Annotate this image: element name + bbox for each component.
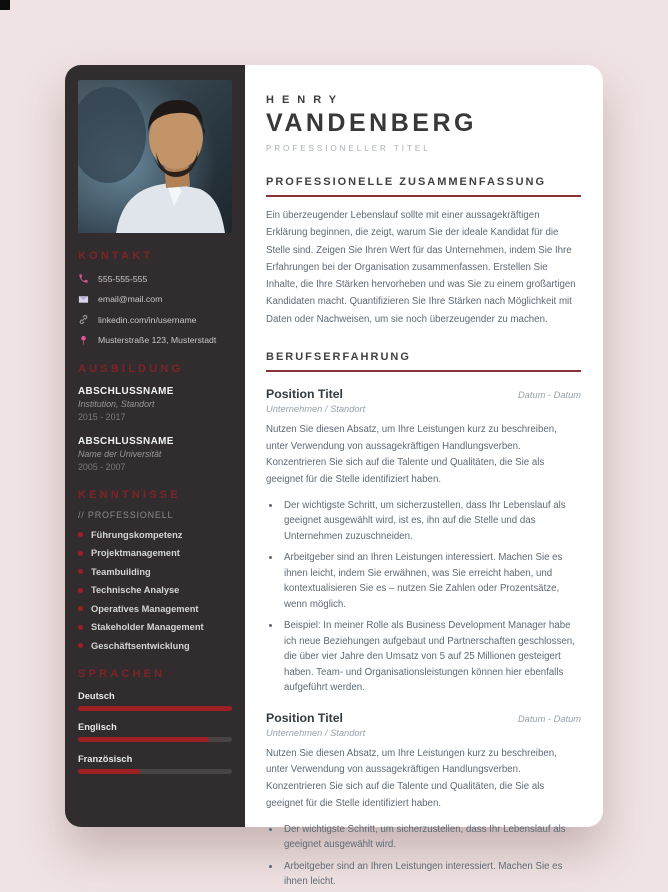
job-header <box>266 387 581 401</box>
language-label: Englisch <box>78 722 117 732</box>
email-icon <box>78 294 89 305</box>
job-bullet: • Beispiel: In meiner Rolle als Business Development Manager habe ich neue Beziehungen aufgebaut und Partnerschaften geschlossen, die über vier Jahre den Umsatz von 5 auf 25 Millionen gesteigert haben. Team- und Organisationsleistungen können hier ebenfalls aufgeführt werden. <box>281 618 581 696</box>
summary-text: Ein überzeugender Lebenslauf sollte mit einer aussagekräftigen Erklärung beginnen, die zeigt, warum Sie der ideale Kandidat für die Stelle sind. Zeigen Sie Ihren Wert für das Unternehmen, indem Sie Ihre Erfahrungen bei der Organisation zusammenfassen. Erstellen Sie Inhalte, die Ihre Stärken hervorheben und was Sie zu einem großartigen Kandidaten macht. Quantifizieren Sie Ihre Stärken nach Möglichkeit mit Daten oder Nachweisen, um sie noch überzeugender zu machen. <box>266 210 576 325</box>
education-heading: AUSBILDUNG <box>78 362 184 375</box>
language-level-track <box>78 737 232 742</box>
skills-heading: KENNTNISSE <box>78 488 181 501</box>
bullet-dot-icon <box>78 606 83 611</box>
language-level-fill <box>78 769 140 774</box>
last-name: VANDENBERG <box>266 109 477 137</box>
languages-heading: SPRACHEN <box>78 667 166 680</box>
skill-label: Projektmanagement <box>91 548 180 558</box>
summary-heading: PROFESSIONELLE ZUSAMMENFASSUNG <box>266 176 581 197</box>
resume-card <box>65 65 603 888</box>
language-item <box>78 722 232 742</box>
job-description: Nutzen Sie diesen Absatz, um Ihre Leistungen kurz zu beschreiben, unter Verwendung von aussagekräftigen Handlungsverben. Konzentrieren Sie sich auf die Talente und Qualitäten, die Sie als geeignet für die Stelle identifiziert haben. <box>266 423 557 485</box>
job-dates: Datum - Datum <box>517 389 581 400</box>
job-bullet: • Arbeitgeber sind an Ihren Leistungen interessiert. Machen Sie es ihnen leicht. <box>281 859 581 890</box>
job-company: Unternehmen / Standort <box>266 727 366 738</box>
job-entry <box>266 711 581 890</box>
skill-label: Technische Analyse <box>91 585 180 595</box>
job-title: Position Titel <box>266 386 343 401</box>
bullet-dot-icon <box>78 643 83 648</box>
skill-label: Operatives Management <box>91 603 199 614</box>
summary-section <box>266 176 581 328</box>
language-level-fill <box>78 737 209 742</box>
job-bullet: • Der wichtigste Schritt, um sicherzustellen, dass Ihr Lebenslauf als geeignet ausgewählt wird. <box>281 822 581 853</box>
education-years: 2015 - 2017 <box>78 411 126 422</box>
job-header <box>266 711 581 725</box>
first-name: HENRY <box>266 94 345 106</box>
bullet-dot-icon <box>78 588 83 593</box>
skill-item <box>78 530 232 540</box>
contact-phone <box>78 273 232 284</box>
skill-item <box>78 622 232 632</box>
bullet-dot-icon <box>78 569 83 574</box>
education-entry <box>78 436 232 472</box>
name-header <box>266 94 581 153</box>
contact-phone-text: 555-555-555 <box>98 273 148 284</box>
language-label: Französisch <box>78 753 133 764</box>
skill-label: Teambuilding <box>91 566 151 577</box>
job-title: Position Titel <box>266 710 343 725</box>
skill-label: Führungskompetenz <box>91 529 183 540</box>
bullet-dot-icon <box>78 625 83 630</box>
contact-linkedin-text: linkedin.com/in/username <box>98 314 197 325</box>
degree-name: ABSCHLUSSNAME <box>78 435 174 447</box>
degree-name: ABSCHLUSSNAME <box>78 385 174 397</box>
skill-item <box>78 567 232 577</box>
professional-title: PROFESSIONELLER TITEL <box>266 144 431 153</box>
contact-email[interactable] <box>78 294 232 305</box>
link-icon <box>78 314 89 325</box>
language-level-track <box>78 706 232 711</box>
contact-heading: KONTAKT <box>78 250 154 262</box>
skill-item <box>78 641 232 651</box>
education-section <box>78 363 232 472</box>
job-bullet: • Der wichtigste Schritt, um sicherzustellen, dass Ihr Lebenslauf als geeignet ausgewählt wird, ist es, ihn auf die Stelle und das Unternehmen zuzuschneiden. <box>281 498 581 545</box>
main-content <box>245 65 603 888</box>
bullet-dot-icon <box>78 551 83 556</box>
experience-section <box>266 351 581 890</box>
contact-address <box>78 335 232 346</box>
contact-linkedin[interactable] <box>78 314 232 325</box>
location-icon <box>78 335 89 346</box>
contact-address-text: Musterstraße 123, Musterstadt <box>98 335 217 345</box>
institution: Name der Universität <box>78 449 162 459</box>
language-label: Deutsch <box>78 690 115 701</box>
language-item <box>78 754 232 774</box>
job-bullet-list <box>281 822 581 890</box>
phone-icon <box>78 273 89 284</box>
institution: Institution, Standort <box>78 399 155 409</box>
corner-marker <box>0 0 10 10</box>
language-level-track <box>78 769 232 774</box>
skills-subheading: // PROFESSIONELL <box>78 509 174 520</box>
skills-section <box>78 489 232 651</box>
job-company: Unternehmen / Standort <box>266 403 366 414</box>
skill-item <box>78 548 232 558</box>
skill-item <box>78 604 232 614</box>
job-entry <box>266 387 581 696</box>
language-level-fill <box>78 706 232 711</box>
education-years: 2005 - 2007 <box>78 461 126 472</box>
skill-item <box>78 585 232 595</box>
sidebar <box>65 65 245 827</box>
experience-heading: BERUFSERFAHRUNG <box>266 351 581 372</box>
contact-section <box>78 250 232 346</box>
job-dates: Datum - Datum <box>517 713 581 724</box>
bullet-dot-icon <box>78 532 83 537</box>
skill-label: Stakeholder Management <box>91 622 204 632</box>
profile-photo <box>78 80 232 233</box>
education-entry <box>78 386 232 422</box>
job-bullet: • Arbeitgeber sind an Ihren Leistungen interessiert. Machen Sie es ihnen leicht, indem Sie erwähnen, was Sie erreicht haben, und kontextualisieren Sie es – nutzen Sie Zahlen oder Prozentsätze, wenn möglich. <box>281 550 581 612</box>
skill-label: Geschäftsentwicklung <box>91 640 190 651</box>
contact-email-text: email@mail.com <box>98 294 163 304</box>
job-description: Nutzen Sie diesen Absatz, um Ihre Leistungen kurz zu beschreiben, unter Verwendung von aussagekräftigen Handlungsverben. Konzentrieren Sie sich auf die Talente und Qualitäten, die Sie als geeignet für die Stelle identifiziert haben. <box>266 747 557 809</box>
language-item <box>78 691 232 711</box>
languages-section <box>78 668 232 774</box>
job-bullet-list <box>281 498 581 696</box>
